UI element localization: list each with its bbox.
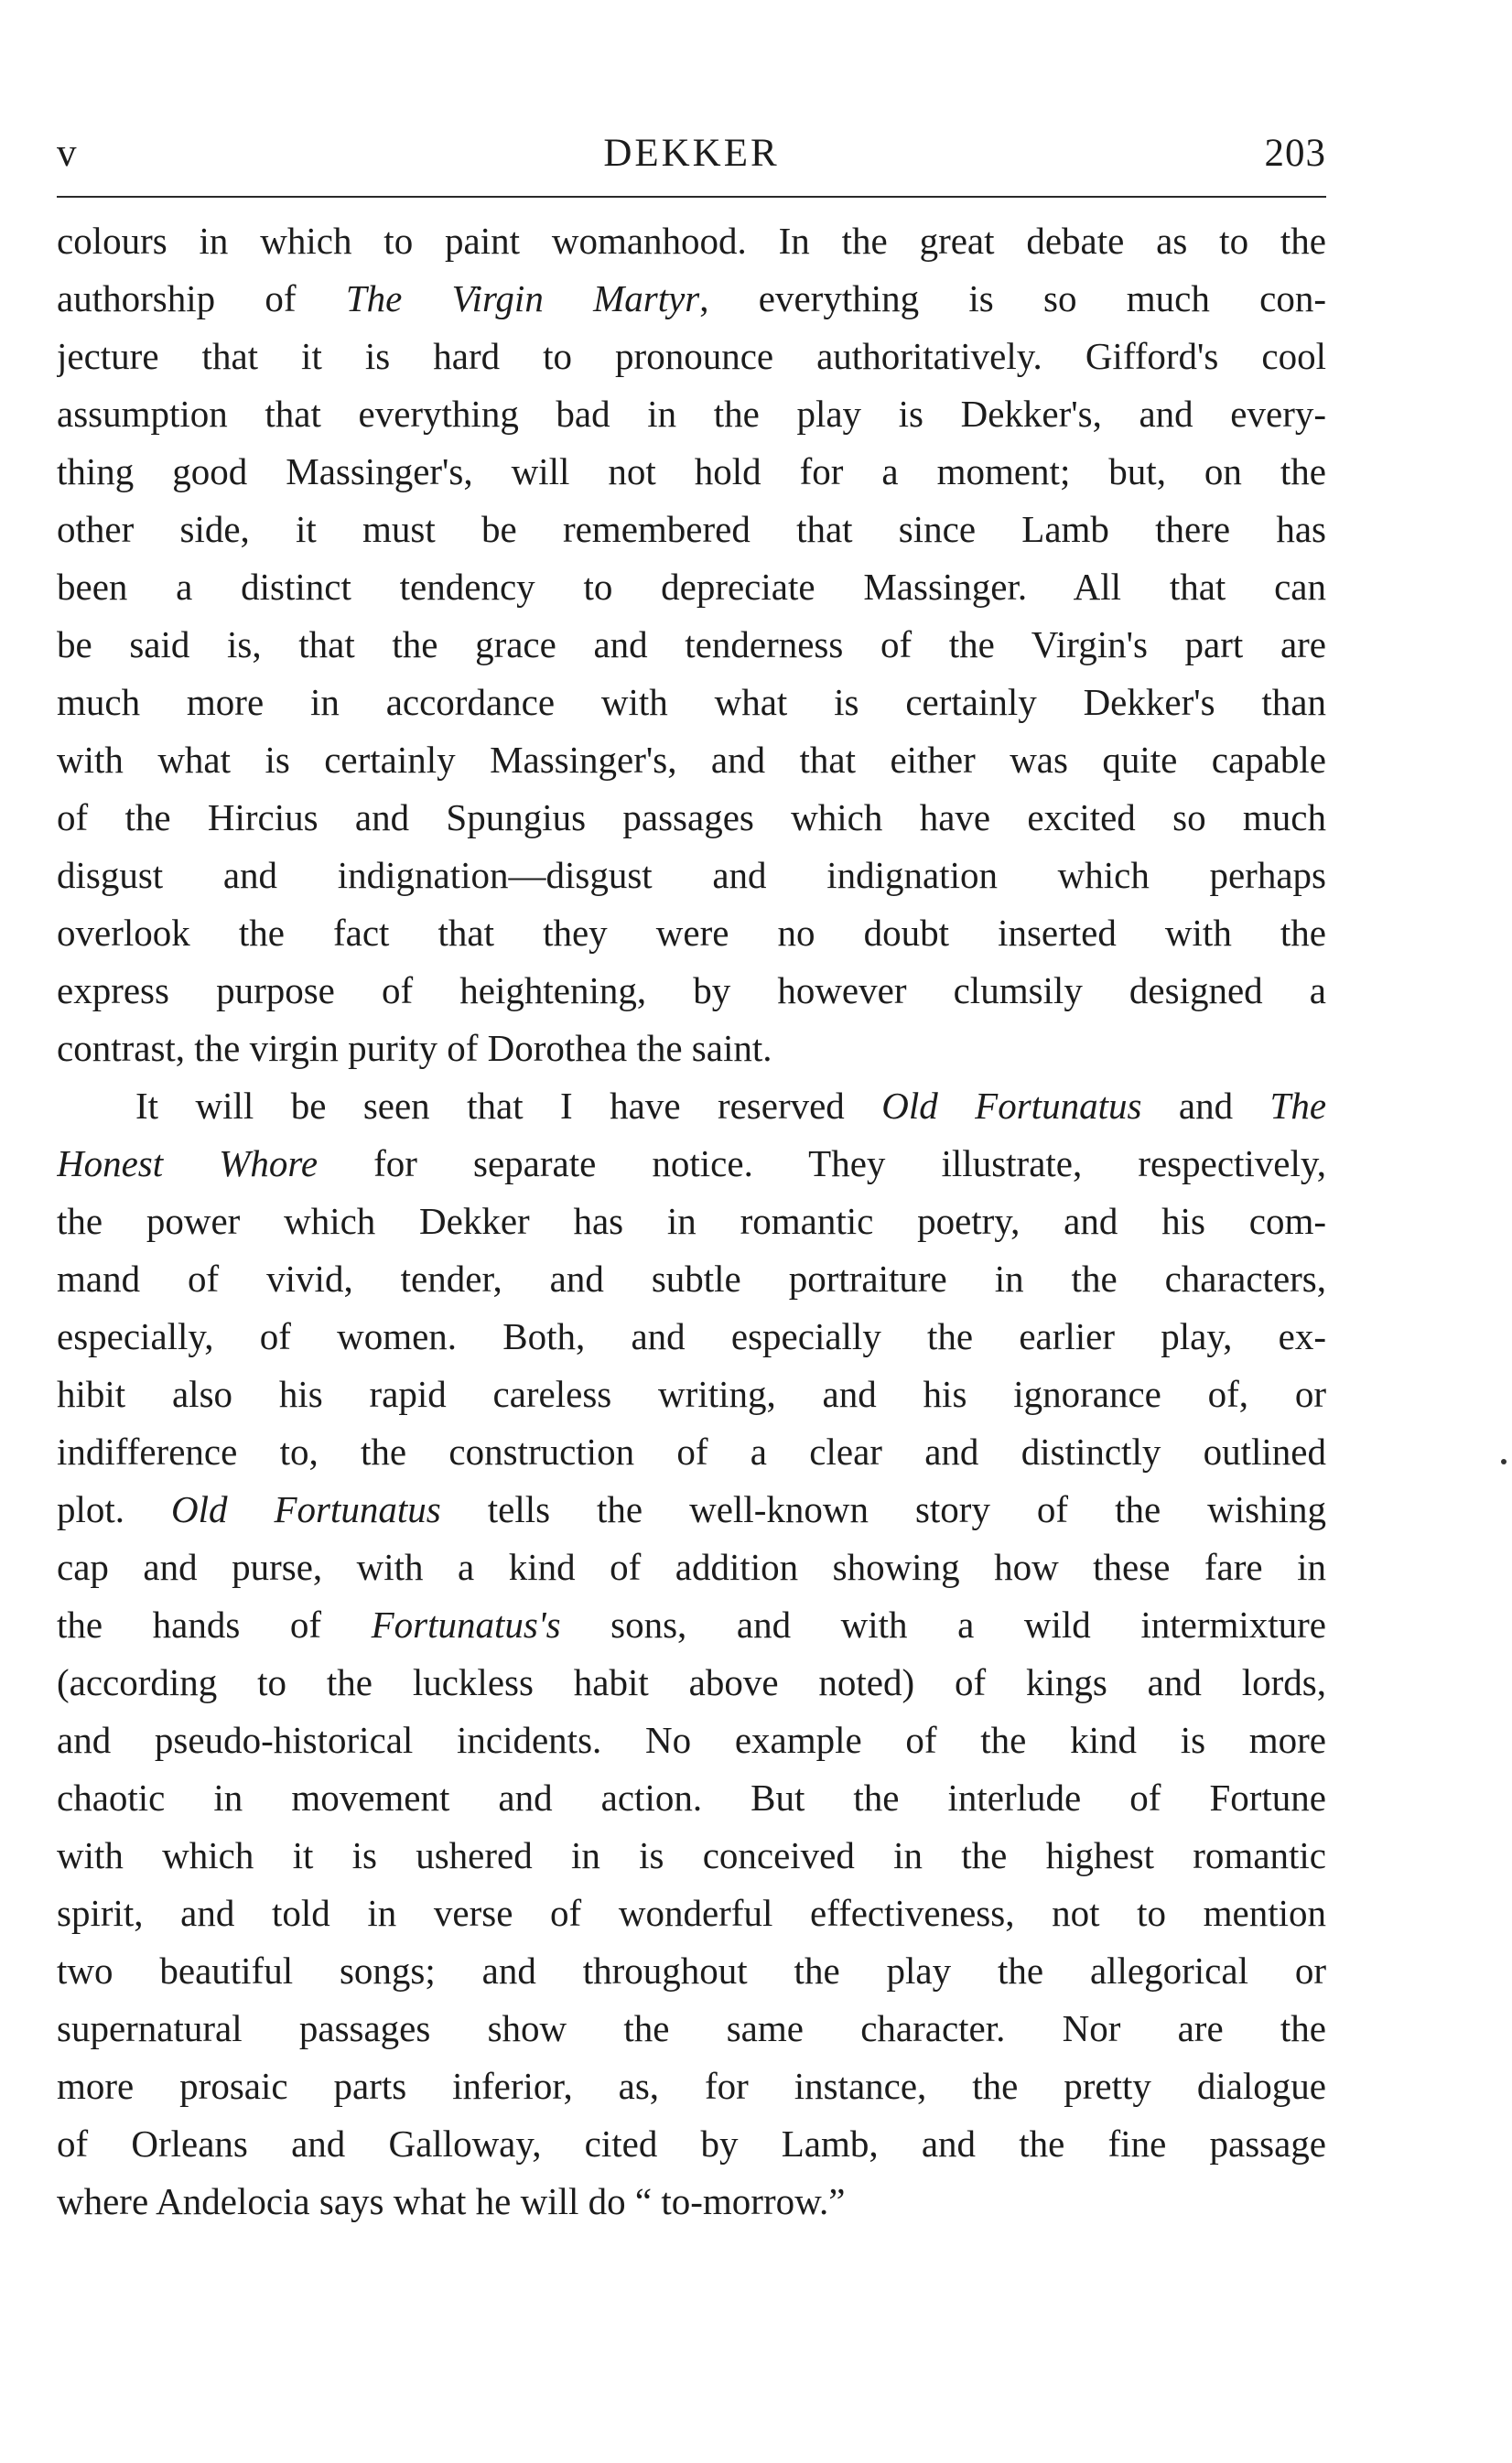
text-line: overlook the fact that they were no doubt inserted with the [57,912,1326,954]
text-line: with what is certainly Massinger's, and that either was quite capable [57,739,1326,781]
paragraph [57,1077,1326,2231]
text-line: been a distinct tendency to depreciate Massinger. All that can [57,566,1326,608]
text-line: thing good Massinger's, will not hold for a moment; but, on the [57,450,1326,492]
text-line: mand of vivid, tender, and subtle portraiture in the characters, [57,1258,1326,1300]
text-line: indifference to, the construction of a clear and distinctly outlined [57,1431,1326,1473]
text-line: hibit also his rapid careless writing, and his ignorance of, or [57,1373,1326,1415]
text-line: supernatural passages show the same character. Nor are the [57,2007,1326,2049]
text-line: cap and purse, with a kind of addition showing how these fare in [57,1546,1326,1588]
text-line: jecture that it is hard to pronounce authoritatively. Gifford's cool [57,335,1326,377]
text-line: disgust and indignation—disgust and indignation which perhaps [57,854,1326,896]
text-line: express purpose of heightening, by however clumsily designed a [57,969,1326,1011]
margin-speck [1501,1459,1507,1464]
text-line: and pseudo-historical incidents. No example of the kind is more [57,1719,1326,1761]
text-line: other side, it must be remembered that since Lamb there has [57,508,1326,550]
text-line: the power which Dekker has in romantic poetry, and his com- [57,1200,1326,1242]
text-line: authorship of The Virgin Martyr, everything is so much con- [57,277,1326,319]
text-line: especially, of women. Both, and especially the earlier play, ex- [57,1315,1326,1357]
text-line: (according to the luckless habit above noted) of kings and lords, [57,1661,1326,1703]
text-line: of the Hircius and Spungius passages which have excited so much [57,796,1326,838]
text-line: where Andelocia says what he will do “ to-morrow.” [57,2180,846,2222]
page-number: 203 [1264,132,1326,175]
header-rule [57,196,1326,198]
text-line: contrast, the virgin purity of Dorothea the saint. [57,1027,772,1069]
paragraph [57,212,1326,1077]
text-line: spirit, and told in verse of wonderful effectiveness, not to mention [57,1892,1326,1934]
text-line: colours in which to paint womanhood. In the great debate as to the [57,220,1326,262]
text-line: assumption that everything bad in the play is Dekker's, and every- [57,393,1326,435]
running-title: DEKKER [603,132,780,175]
page-body [57,212,1326,2231]
text-line: It will be seen that I have reserved Old Fortunatus and The [135,1085,1326,1127]
text-line: the hands of Fortunatus's sons, and with a wild intermixture [57,1604,1326,1646]
text-line: be said is, that the grace and tenderness of the Virgin's part are [57,623,1326,665]
text-line: two beautiful songs; and throughout the play the allegorical or [57,1950,1326,1992]
text-line: of Orleans and Galloway, cited by Lamb, and the fine passage [57,2123,1326,2165]
text-line: chaotic in movement and action. But the interlude of Fortune [57,1777,1326,1819]
text-line: much more in accordance with what is certainly Dekker's than [57,681,1326,723]
section-number: v [57,132,78,175]
text-line: plot. Old Fortunatus tells the well-known story of the wishing [57,1488,1326,1530]
text-line: with which it is ushered in is conceived in the highest romantic [57,1834,1326,1876]
text-line: Honest Whore for separate notice. They illustrate, respectively, [57,1142,1326,1184]
text-line: more prosaic parts inferior, as, for instance, the pretty dialogue [57,2065,1326,2107]
running-header [57,126,1326,181]
